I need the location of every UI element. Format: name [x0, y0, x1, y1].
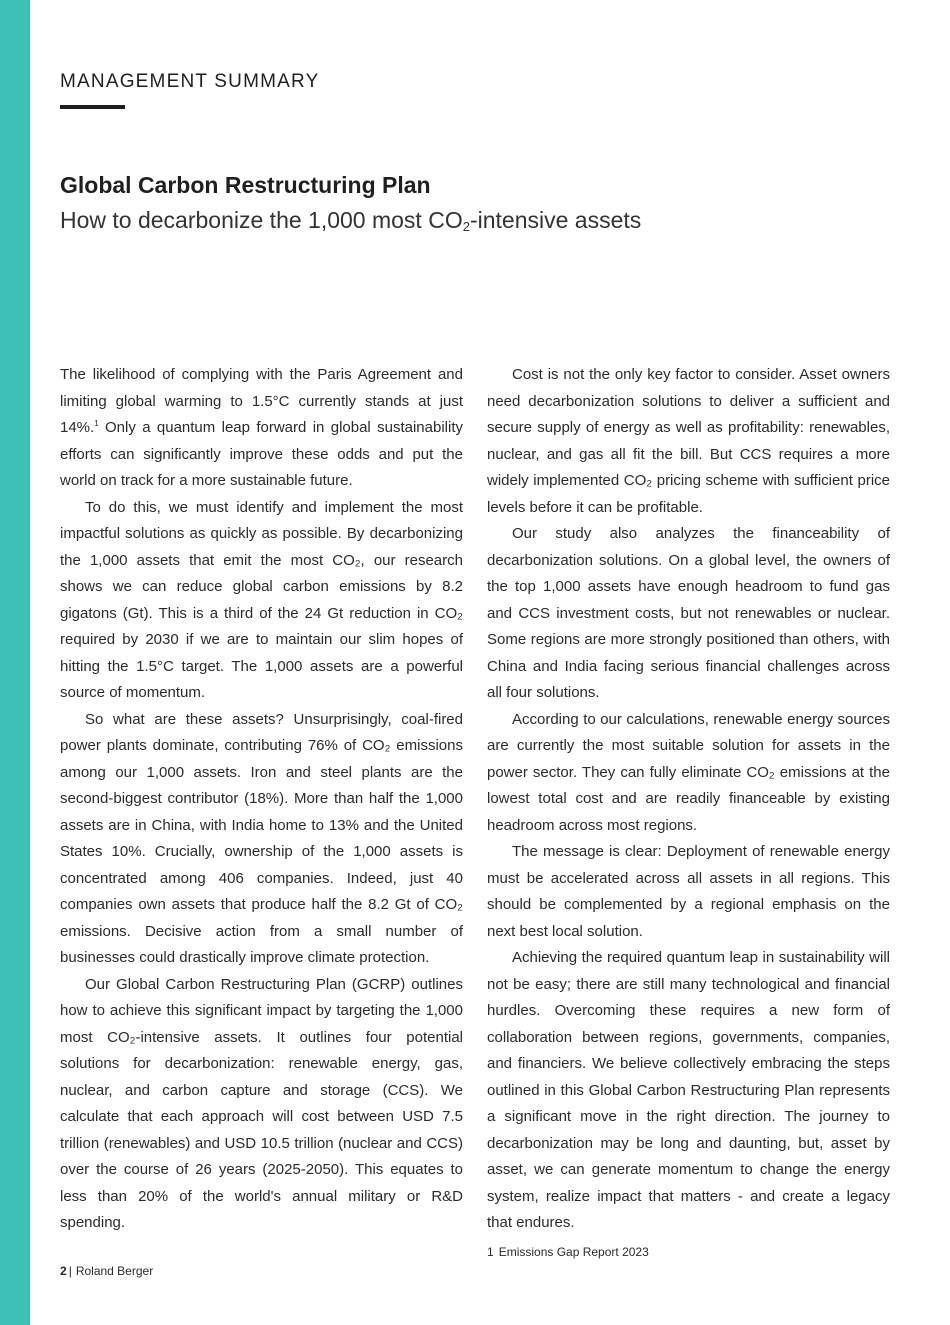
page-title: Global Carbon Restructuring Plan: [60, 172, 431, 198]
footer-separator: |: [68, 1264, 72, 1278]
footnote-reference[interactable]: 1: [94, 419, 99, 428]
subtitle-subscript: 2: [462, 219, 470, 234]
right-column: [487, 362, 890, 1237]
footnote-number: 1: [487, 1245, 494, 1259]
paragraph: Our Global Carbon Restructuring Plan (GCRP) outlines how to achieve this significant impact by targeting the 1,000 most CO₂-intensive assets. It outlines four potential solutions for decarbonization: renewable energy, gas, nuclear, and carbon capture and storage (CCS). We calculate that each approach will cost between USD 7.5 trillion (renewables) and USD 10.5 trillion (nuclear and CCS) over the course of 26 years (2025-2050). This equates to less than 20% of the world's annual military or R&D spending.: [60, 975, 463, 1231]
accent-side-bar: [0, 0, 30, 1325]
paragraph: So what are these assets? Unsurprisingly, coal-fired power plants dominate, contributing 76% of CO₂ emissions among our 1,000 assets. Iron and steel plants are the second-biggest contributor (18%). More than half the 1,000 assets are in China, with India home to 13% and the United States 10%. Crucially, ownership of the 1,000 assets is concentrated among 406 companies. Indeed, just 40 companies own assets that produce half the 8.2 Gt of CO₂ emissions. Decisive action from a small number of businesses could drastically improve climate protection.: [60, 710, 463, 966]
paragraph: Our study also analyzes the financeability of decarbonization solutions. On a global level, the owners of the top 1,000 assets have enough headroom to fund gas and CCS investment costs, but not renewables or nuclear. Some regions are more strongly positioned than others, with China and India facing serious financial challenges across all four solutions.: [487, 525, 890, 701]
paragraph: [60, 362, 463, 495]
section-underline: [60, 105, 125, 109]
page-subtitle: [60, 207, 641, 234]
paragraph-text-continued: Only a quantum leap forward in global sustainability efforts can significantly improve these odds and put the world on track for a more sustainable future.: [60, 419, 463, 489]
paragraph: The message is clear: Deployment of renewable energy must be accelerated across all assets in all regions. This should be complemented by a regional emphasis on the next best local solution.: [487, 843, 890, 940]
footnote: [487, 1245, 649, 1259]
left-column: [60, 362, 463, 1237]
footnote-text: Emissions Gap Report 2023: [498, 1245, 649, 1259]
subtitle-prefix: How to decarbonize the 1,000 most CO: [60, 207, 463, 233]
paragraph-text: The likelihood of complying with the Paris Agreement and limiting global warming to 1.5°C currently stands at just 14%.: [60, 366, 463, 436]
paragraph: To do this, we must identify and implement the most impactful solutions as quickly as possible. By decarbonizing the 1,000 assets that emit the most CO₂, our research shows we can reduce global carbon emissions by 8.2 gigatons (Gt). This is a third of the 24 Gt reduction in CO₂ required by 2030 if we are to maintain our slim hopes of hitting the 1.5°C target. The 1,000 assets are a powerful source of momentum.: [60, 498, 463, 701]
paragraph: According to our calculations, renewable energy sources are currently the most suitable solution for assets in the power sector. They can fully eliminate CO₂ emissions at the lowest total cost and are readily financeable by existing headroom across most regions.: [487, 710, 890, 834]
section-label: MANAGEMENT SUMMARY: [60, 71, 320, 92]
paragraph: Cost is not the only key factor to consider. Asset owners need decarbonization solutions to deliver a sufficient and secure supply of energy as well as profitability: renewables, nuclear, and gas all fit the bill. But CCS requires a more widely implemented CO₂ pricing scheme with sufficient price levels before it can be profitable.: [487, 366, 890, 516]
paragraph: Achieving the required quantum leap in sustainability will not be easy; there are still many technological and financial hurdles. Overcoming these requires a new form of collaboration between regions, governments, companies, and financiers. We believe collectively embracing the steps outlined in this Global Carbon Restructuring Plan represents a significant move in the right direction. The journey to decarbonization may be long and daunting, but, asset by asset, we can generate momentum to change the energy system, realize impact that matters - and create a legacy that endures.: [487, 949, 890, 1231]
footer-brand: Roland Berger: [75, 1264, 154, 1278]
page-number: 2: [60, 1264, 67, 1278]
subtitle-suffix: -intensive assets: [469, 207, 642, 233]
page-footer: [60, 1264, 153, 1278]
